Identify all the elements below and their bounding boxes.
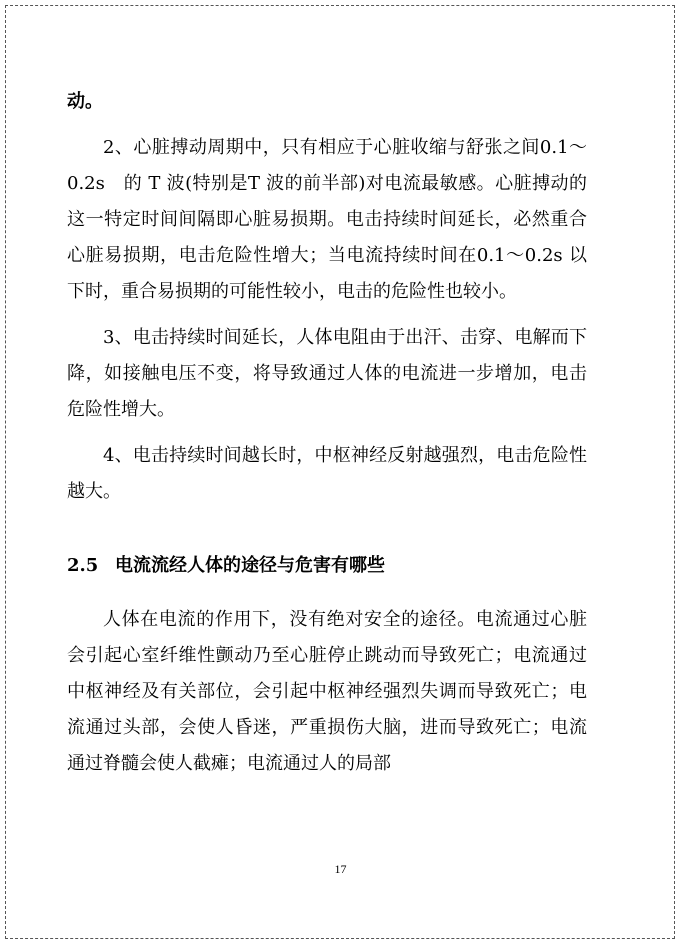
section-title: 电流流经人体的途径与危害有哪些: [115, 555, 385, 576]
paragraph-fragment: 动。: [67, 91, 103, 112]
section-paragraph: 人体在电流的作用下，没有绝对安全的途径。电流通过心脏会引起心室纤维性颤动乃至心脏停止跳动而导致死亡；电流通过中枢神经及有关部位，会引起中枢神经强烈失调而导致死亡；电流通过头部，会使人昏迷，严重损伤大脑，进而导致死亡；电流通过脊髓会使人截瘫；电流通过人的局部: [67, 609, 587, 774]
page-number: 17: [334, 862, 347, 876]
page-content: [67, 84, 587, 792]
section-heading: [67, 548, 587, 584]
paragraph-4: 4、电击持续时间越长时，中枢神经反射越强烈，电击危险性越大。: [67, 445, 587, 502]
paragraph-3: 3、电击持续时间延长，人体电阻由于出汗、击穿、电解而下降，如接触电压不变，将导致通过人体的电流进一步增加，电击危险性增大。: [67, 327, 587, 420]
section-number: 2.5: [67, 555, 99, 576]
paragraph-2: 2、心脏搏动周期中，只有相应于心脏收缩与舒张之间0.1～0.2s 的 T 波(特别是T 波的前半部)对电流最敏感。心脏搏动的这一特定时间间隔即心脏易损期。电击持续时间延长，必然重合心脏易损期，电击危险性增大；当电流持续时间在0.1～0.2s 以下时，重合易损期的可能性较小，电击的危险性也较小。: [67, 137, 587, 302]
